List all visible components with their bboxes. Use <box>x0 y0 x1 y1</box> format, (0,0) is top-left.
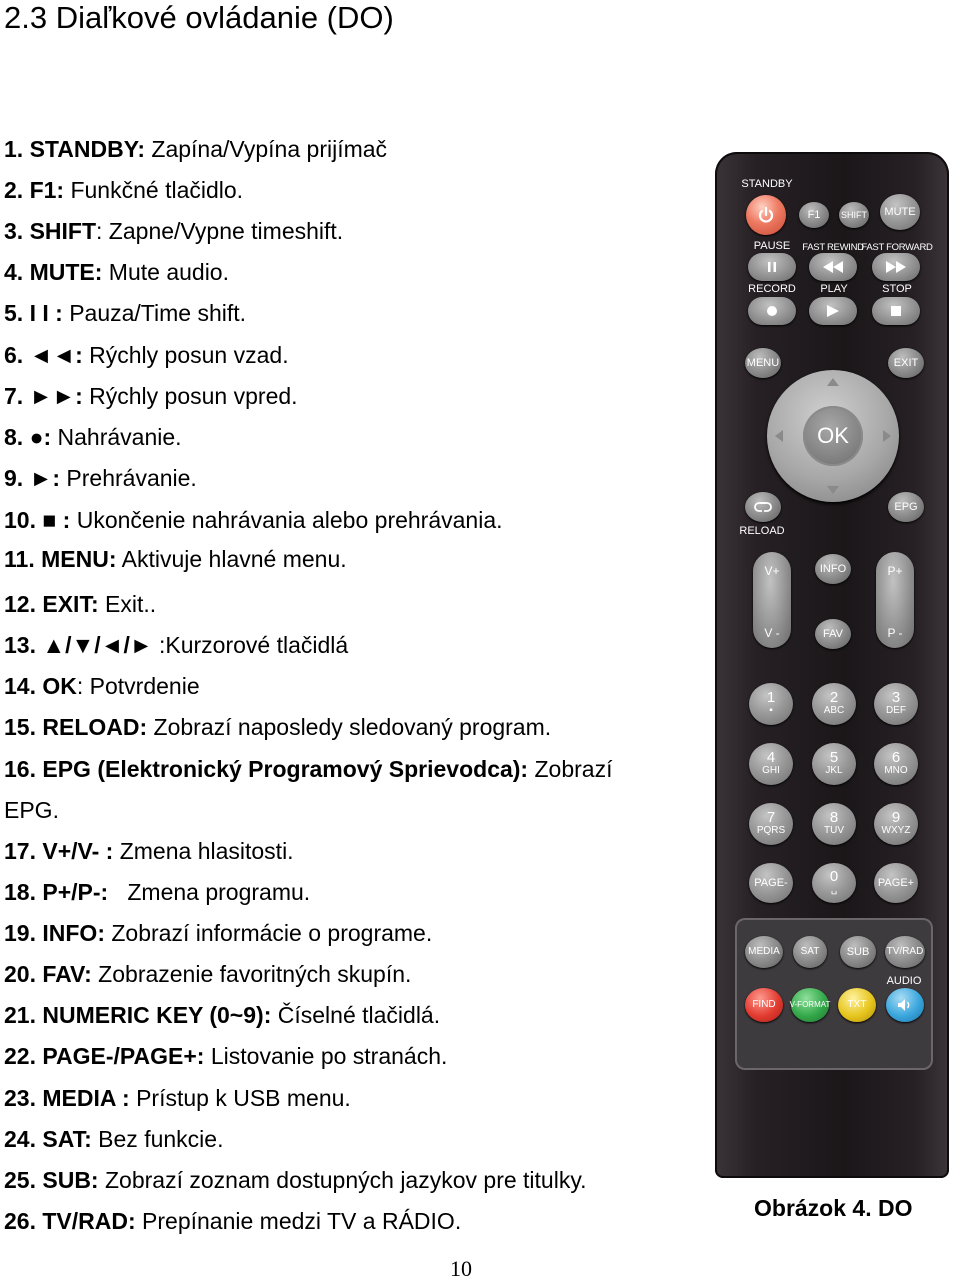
key-3[interactable] <box>874 683 918 725</box>
list-item <box>4 713 551 741</box>
prog-up-button[interactable]: P+ <box>887 564 903 578</box>
list-item <box>4 423 182 451</box>
item-description: EPG. <box>4 797 59 823</box>
item-description: Zobrazí naposledy sledovaný program. <box>147 714 552 740</box>
reload-button[interactable] <box>745 492 781 522</box>
item-number: 20. <box>4 961 36 987</box>
page-up-button[interactable]: PAGE+ <box>874 863 918 903</box>
item-key: MUTE: <box>29 259 103 285</box>
item-key: ►: <box>29 465 61 491</box>
key-4[interactable] <box>749 743 793 785</box>
fav-button[interactable]: FAV <box>815 619 851 649</box>
item-description: Nahrávanie. <box>51 424 182 450</box>
list-item <box>4 1001 440 1029</box>
power-icon <box>756 205 776 225</box>
find-button[interactable]: FIND <box>745 988 783 1022</box>
key-3-digit: 3 <box>891 688 901 706</box>
item-key: STANDBY: <box>29 136 145 162</box>
tvrad-button[interactable]: TV/RAD <box>885 936 925 968</box>
key-7-letters: PQRS <box>756 824 786 836</box>
key-9[interactable] <box>874 803 918 845</box>
page-number: 10 <box>450 1256 472 1281</box>
item-description: :Kurzorové tlačidlá <box>152 632 349 658</box>
item-number: 22. <box>4 1043 36 1069</box>
list-item <box>4 796 59 824</box>
arrow-up-icon <box>827 378 839 386</box>
item-number: 7. <box>4 383 24 409</box>
item-description: : Potvrdenie <box>76 673 200 699</box>
standby-button[interactable] <box>746 195 786 235</box>
item-description: Aktivuje hlavné menu. <box>116 546 347 572</box>
navigation-ring[interactable] <box>767 370 899 502</box>
key-1-digit: 1 <box>766 688 776 706</box>
item-description: Mute audio. <box>102 259 229 285</box>
item-description: Zmena hlasitosti. <box>113 838 294 864</box>
item-key: MEDIA : <box>42 1085 130 1111</box>
key-8[interactable] <box>812 803 856 845</box>
list-item <box>4 590 156 618</box>
item-description: Bez funkcie. <box>91 1126 224 1152</box>
key-1[interactable] <box>749 683 793 725</box>
record-icon <box>766 305 778 317</box>
item-number: 11. <box>4 546 35 572</box>
item-key: FAV: <box>42 961 92 987</box>
item-description: Zobrazí zoznam dostupných jazykov pre titulky. <box>98 1167 587 1193</box>
item-description: Zobrazí <box>528 756 613 782</box>
item-number: 3. <box>4 218 24 244</box>
page-down-button[interactable]: PAGE- <box>749 863 793 903</box>
key-3-letters: DEF <box>886 704 906 716</box>
item-description: Pauza/Time shift. <box>62 300 247 326</box>
remote-control <box>715 152 949 1178</box>
record-button[interactable] <box>748 297 796 325</box>
list-item <box>4 299 246 327</box>
stop-icon <box>890 305 902 317</box>
standby-label: STANDBY <box>741 178 793 190</box>
item-key: P+/P-: <box>42 879 109 905</box>
key-2-digit: 2 <box>829 688 839 706</box>
list-item <box>4 672 200 700</box>
fast-forward-icon <box>885 260 907 274</box>
item-number: 12. <box>4 591 36 617</box>
menu-button[interactable]: MENU <box>745 348 781 378</box>
item-number: 25. <box>4 1167 36 1193</box>
fast-forward-button[interactable] <box>872 253 920 281</box>
pause-button[interactable] <box>748 253 796 281</box>
volume-rocker[interactable] <box>753 552 791 648</box>
item-number: 19. <box>4 920 36 946</box>
item-description: Prehrávanie. <box>60 465 197 491</box>
prog-down-button[interactable]: P - <box>887 626 903 640</box>
item-description: Prístup k USB menu. <box>129 1085 351 1111</box>
item-description: Exit.. <box>98 591 157 617</box>
list-item <box>4 506 503 534</box>
list-item <box>4 545 347 573</box>
list-item <box>4 1207 461 1235</box>
list-item <box>4 919 432 947</box>
list-item <box>4 217 343 245</box>
item-number: 5. <box>4 300 24 326</box>
mute-button[interactable]: MUTE <box>880 194 920 230</box>
item-key: OK <box>42 673 77 699</box>
item-number: 1. <box>4 136 24 162</box>
item-number: 26. <box>4 1208 36 1234</box>
fast-rewind-button[interactable] <box>809 253 857 281</box>
key-7[interactable] <box>749 803 793 845</box>
item-number: 23. <box>4 1085 36 1111</box>
program-rocker[interactable] <box>876 552 914 648</box>
item-key: I I : <box>29 300 63 326</box>
txt-button[interactable]: TXT <box>838 988 876 1022</box>
item-number: 17. <box>4 838 36 864</box>
item-description: Zobrazí informácie o programe. <box>104 920 433 946</box>
list-item <box>4 1166 587 1194</box>
item-number: 2. <box>4 177 24 203</box>
audio-label: AUDIO <box>886 975 922 987</box>
key-1-letters: ▪ <box>769 704 773 716</box>
item-description: Ukončenie nahrávania alebo prehrávania. <box>70 507 503 533</box>
item-description: Zmena programu. <box>108 879 311 905</box>
item-description: Zapína/Vypína prijímač <box>145 136 388 162</box>
function-panel <box>735 918 933 1070</box>
ok-button[interactable]: OK <box>803 406 863 466</box>
item-number: 8. <box>4 424 24 450</box>
list-item <box>4 631 348 659</box>
item-key: INFO: <box>42 920 105 946</box>
list-item <box>4 960 411 988</box>
item-key: V+/V- : <box>42 838 114 864</box>
item-key: SAT: <box>42 1126 92 1152</box>
item-key: ▲/▼/◄/► <box>42 632 153 658</box>
item-key: SUB: <box>42 1167 99 1193</box>
fast-rewind-label: FAST REWIND <box>802 242 864 253</box>
play-icon <box>826 304 840 318</box>
key-4-letters: GHI <box>762 764 780 776</box>
item-key: NUMERIC KEY (0~9): <box>42 1002 272 1028</box>
audio-button[interactable] <box>886 988 924 1022</box>
list-item <box>4 258 229 286</box>
list-item <box>4 176 243 204</box>
play-button[interactable] <box>809 297 857 325</box>
key-7-digit: 7 <box>766 808 776 826</box>
key-6[interactable] <box>874 743 918 785</box>
list-item <box>4 878 310 906</box>
figure-caption: Obrázok 4. DO <box>754 1195 913 1221</box>
item-description: Funkčné tlačidlo. <box>64 177 244 203</box>
record-label: RECORD <box>748 283 796 295</box>
speaker-icon <box>897 998 913 1012</box>
stop-button[interactable] <box>872 297 920 325</box>
sub-button[interactable]: SUB <box>840 936 876 968</box>
key-5-digit: 5 <box>829 748 839 766</box>
key-5[interactable] <box>812 743 856 785</box>
key-4-digit: 4 <box>766 748 776 766</box>
reload-label: RELOAD <box>739 525 785 537</box>
item-key: RELOAD: <box>42 714 148 740</box>
list-item <box>4 1084 351 1112</box>
item-number: 24. <box>4 1126 36 1152</box>
exit-button[interactable]: EXIT <box>888 348 924 378</box>
item-number: 15. <box>4 714 36 740</box>
sat-button[interactable]: SAT <box>793 936 827 968</box>
item-key: ●: <box>29 424 52 450</box>
rewind-icon <box>822 260 844 274</box>
shift-button[interactable]: SHIFT <box>839 202 869 228</box>
item-number: 13. <box>4 632 36 658</box>
epg-button[interactable]: EPG <box>888 492 924 522</box>
item-number: 18. <box>4 879 36 905</box>
item-number: 9. <box>4 465 24 491</box>
item-key: MENU: <box>41 546 117 572</box>
key-6-letters: MNO <box>884 764 908 776</box>
list-item <box>4 135 387 163</box>
key-2-letters: ABC <box>823 704 845 716</box>
item-key: F1: <box>29 177 65 203</box>
arrow-right-icon <box>883 430 891 442</box>
list-item <box>4 1042 447 1070</box>
item-number: 14. <box>4 673 36 699</box>
page-title: 2.3 Diaľkové ovládanie (DO) <box>4 0 394 35</box>
media-button[interactable]: MEDIA <box>745 936 783 968</box>
list-item <box>4 341 289 369</box>
item-description: Prepínanie medzi TV a RÁDIO. <box>135 1208 462 1234</box>
arrow-down-icon <box>827 486 839 494</box>
key-9-letters: WXYZ <box>881 824 911 836</box>
vformat-button[interactable]: V-FORMAT <box>791 988 829 1022</box>
fast-forward-label: FAST FORWARD <box>861 242 933 253</box>
play-label: PLAY <box>820 283 848 295</box>
item-description: Listovanie po stranách. <box>204 1043 448 1069</box>
vol-up-button[interactable]: V+ <box>764 564 780 578</box>
key-2[interactable] <box>812 683 856 725</box>
list-item <box>4 382 298 410</box>
item-key: ►►: <box>29 383 83 409</box>
item-key: TV/RAD: <box>42 1208 136 1234</box>
key-5-letters: JKL <box>825 764 843 776</box>
item-key: PAGE-/PAGE+: <box>42 1043 205 1069</box>
key-8-digit: 8 <box>829 808 839 826</box>
key-0-space: ␣ <box>830 883 838 895</box>
stop-label: STOP <box>882 283 912 295</box>
key-8-letters: TUV <box>824 824 844 836</box>
item-description: Zobrazenie favoritných skupín. <box>91 961 412 987</box>
key-9-digit: 9 <box>891 808 901 826</box>
pause-icon <box>765 261 779 273</box>
pause-label: PAUSE <box>753 240 791 252</box>
list-item <box>4 837 294 865</box>
info-button[interactable]: INFO <box>815 554 851 584</box>
item-number: 4. <box>4 259 24 285</box>
list-item <box>4 1125 223 1153</box>
key-6-digit: 6 <box>891 748 901 766</box>
list-item <box>4 464 197 492</box>
item-number: 6. <box>4 342 24 368</box>
reload-icon <box>753 501 773 513</box>
item-description: : Zapne/Vypne timeshift. <box>96 218 344 244</box>
item-description: Rýchly posun vzad. <box>82 342 289 368</box>
list-item <box>4 755 612 783</box>
key-0[interactable] <box>812 863 856 903</box>
key-0-digit: 0 <box>829 867 839 885</box>
item-number: 10. <box>4 507 36 533</box>
arrow-left-icon <box>775 430 783 442</box>
item-key: ■ : <box>42 507 71 533</box>
item-number: 16. <box>4 756 36 782</box>
item-number: 21. <box>4 1002 36 1028</box>
item-key: EPG (Elektronický Programový Sprievodca): <box>42 756 529 782</box>
item-key: EXIT: <box>42 591 99 617</box>
item-description: Rýchly posun vpred. <box>82 383 298 409</box>
item-key: SHIFT <box>29 218 97 244</box>
item-key: ◄◄: <box>29 342 83 368</box>
f1-button[interactable]: F1 <box>799 202 829 228</box>
item-description: Číselné tlačidlá. <box>271 1002 441 1028</box>
vol-down-button[interactable]: V - <box>764 626 780 640</box>
